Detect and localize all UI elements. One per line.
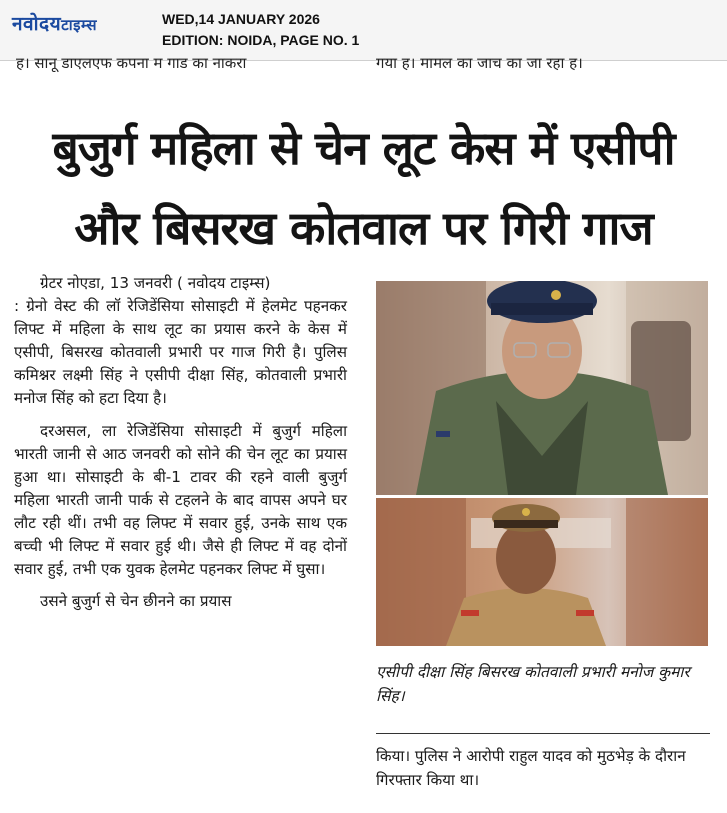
officer-portrait-illustration	[376, 281, 708, 495]
article-paragraph-1: : ग्रेनो वेस्ट की लॉ रेजिडेंसिया सोसाइटी में हेलमेट पहनकर लिफ्ट में महिला के साथ लूट का प्रयास करने के केस में एसीपी, बिसरख कोतवाली प्रभारी पर गाज गिरी है। पुलिस कमिश्नर लक्ष्मी सिंह ने एसीपी दीक्षा सिंह, कोतवाली प्रभारी मनोज सिंह को हटा दिया है।	[14, 297, 347, 408]
photo-kotwali-incharge	[376, 498, 708, 646]
article-continuation: किया। पुलिस ने आरोपी राहुल यादव को मुठभेड़ के दौरान गिरफ्तार किया था।	[376, 747, 686, 789]
newspaper-header	[0, 0, 727, 61]
cut-off-text-right: गया ह। मामल का जाच का जा रहा ह।	[376, 54, 583, 72]
photo-acp-officer	[376, 281, 708, 495]
article-headline	[0, 108, 727, 268]
issue-date: WED,14 JANUARY 2026	[162, 11, 320, 27]
article-dateline: ग्रेटर नोएडा, 13 जनवरी ( नवोदय टाइम्स)	[40, 274, 271, 292]
headline-line-2: और बिसरख कोतवाल पर गिरी गाज	[74, 201, 653, 255]
photo-caption: एसीपी दीक्षा सिंह बिसरख कोतवाली प्रभारी मनोज कुमार सिंह।	[376, 663, 690, 705]
headline-line-1: बुजुर्ग महिला से चेन लूट केस में एसीपी	[52, 121, 675, 175]
officer-portrait-illustration-2	[376, 498, 708, 646]
edition-info	[162, 9, 359, 51]
logo-main-text: नवोदय	[12, 13, 62, 35]
logo-sub-text: टाइम्स	[61, 16, 97, 34]
article-paragraph-2: दरअसल, ला रेजिडेंसिया सोसाइटी में बुजुर्ग महिला भारती जानी से आठ जनवरी को सोने की चेन लूट का प्रयास हुआ था। सोसाइटी के बी-1 टावर की रहने वाली बुजुर्ग महिला भारती जानी पार्क से टहलने के बाद वापस अपने घर लौट रही थीं। तभी वह लिफ्ट में सवार हुई, उनके साथ एक बच्ची भी लिफ्ट में सवार हुई थी। जैसे ही लिफ्ट में वह दोनों सवार हुई, तभी एक युवक हेलमेट पहनकर लिफ्ट में घुसा।	[14, 421, 347, 579]
article-body	[14, 272, 347, 613]
column-divider	[376, 733, 710, 734]
newspaper-logo	[12, 10, 97, 36]
article-paragraph-3: उसने बुजुर्ग से चेन छीनने का प्रयास	[40, 592, 232, 611]
edition-page: EDITION: NOIDA, PAGE NO. 1	[162, 32, 360, 48]
cut-off-text-left: ह। सानू डाएलएफ कपना म गाड का नाकरा	[16, 54, 247, 72]
